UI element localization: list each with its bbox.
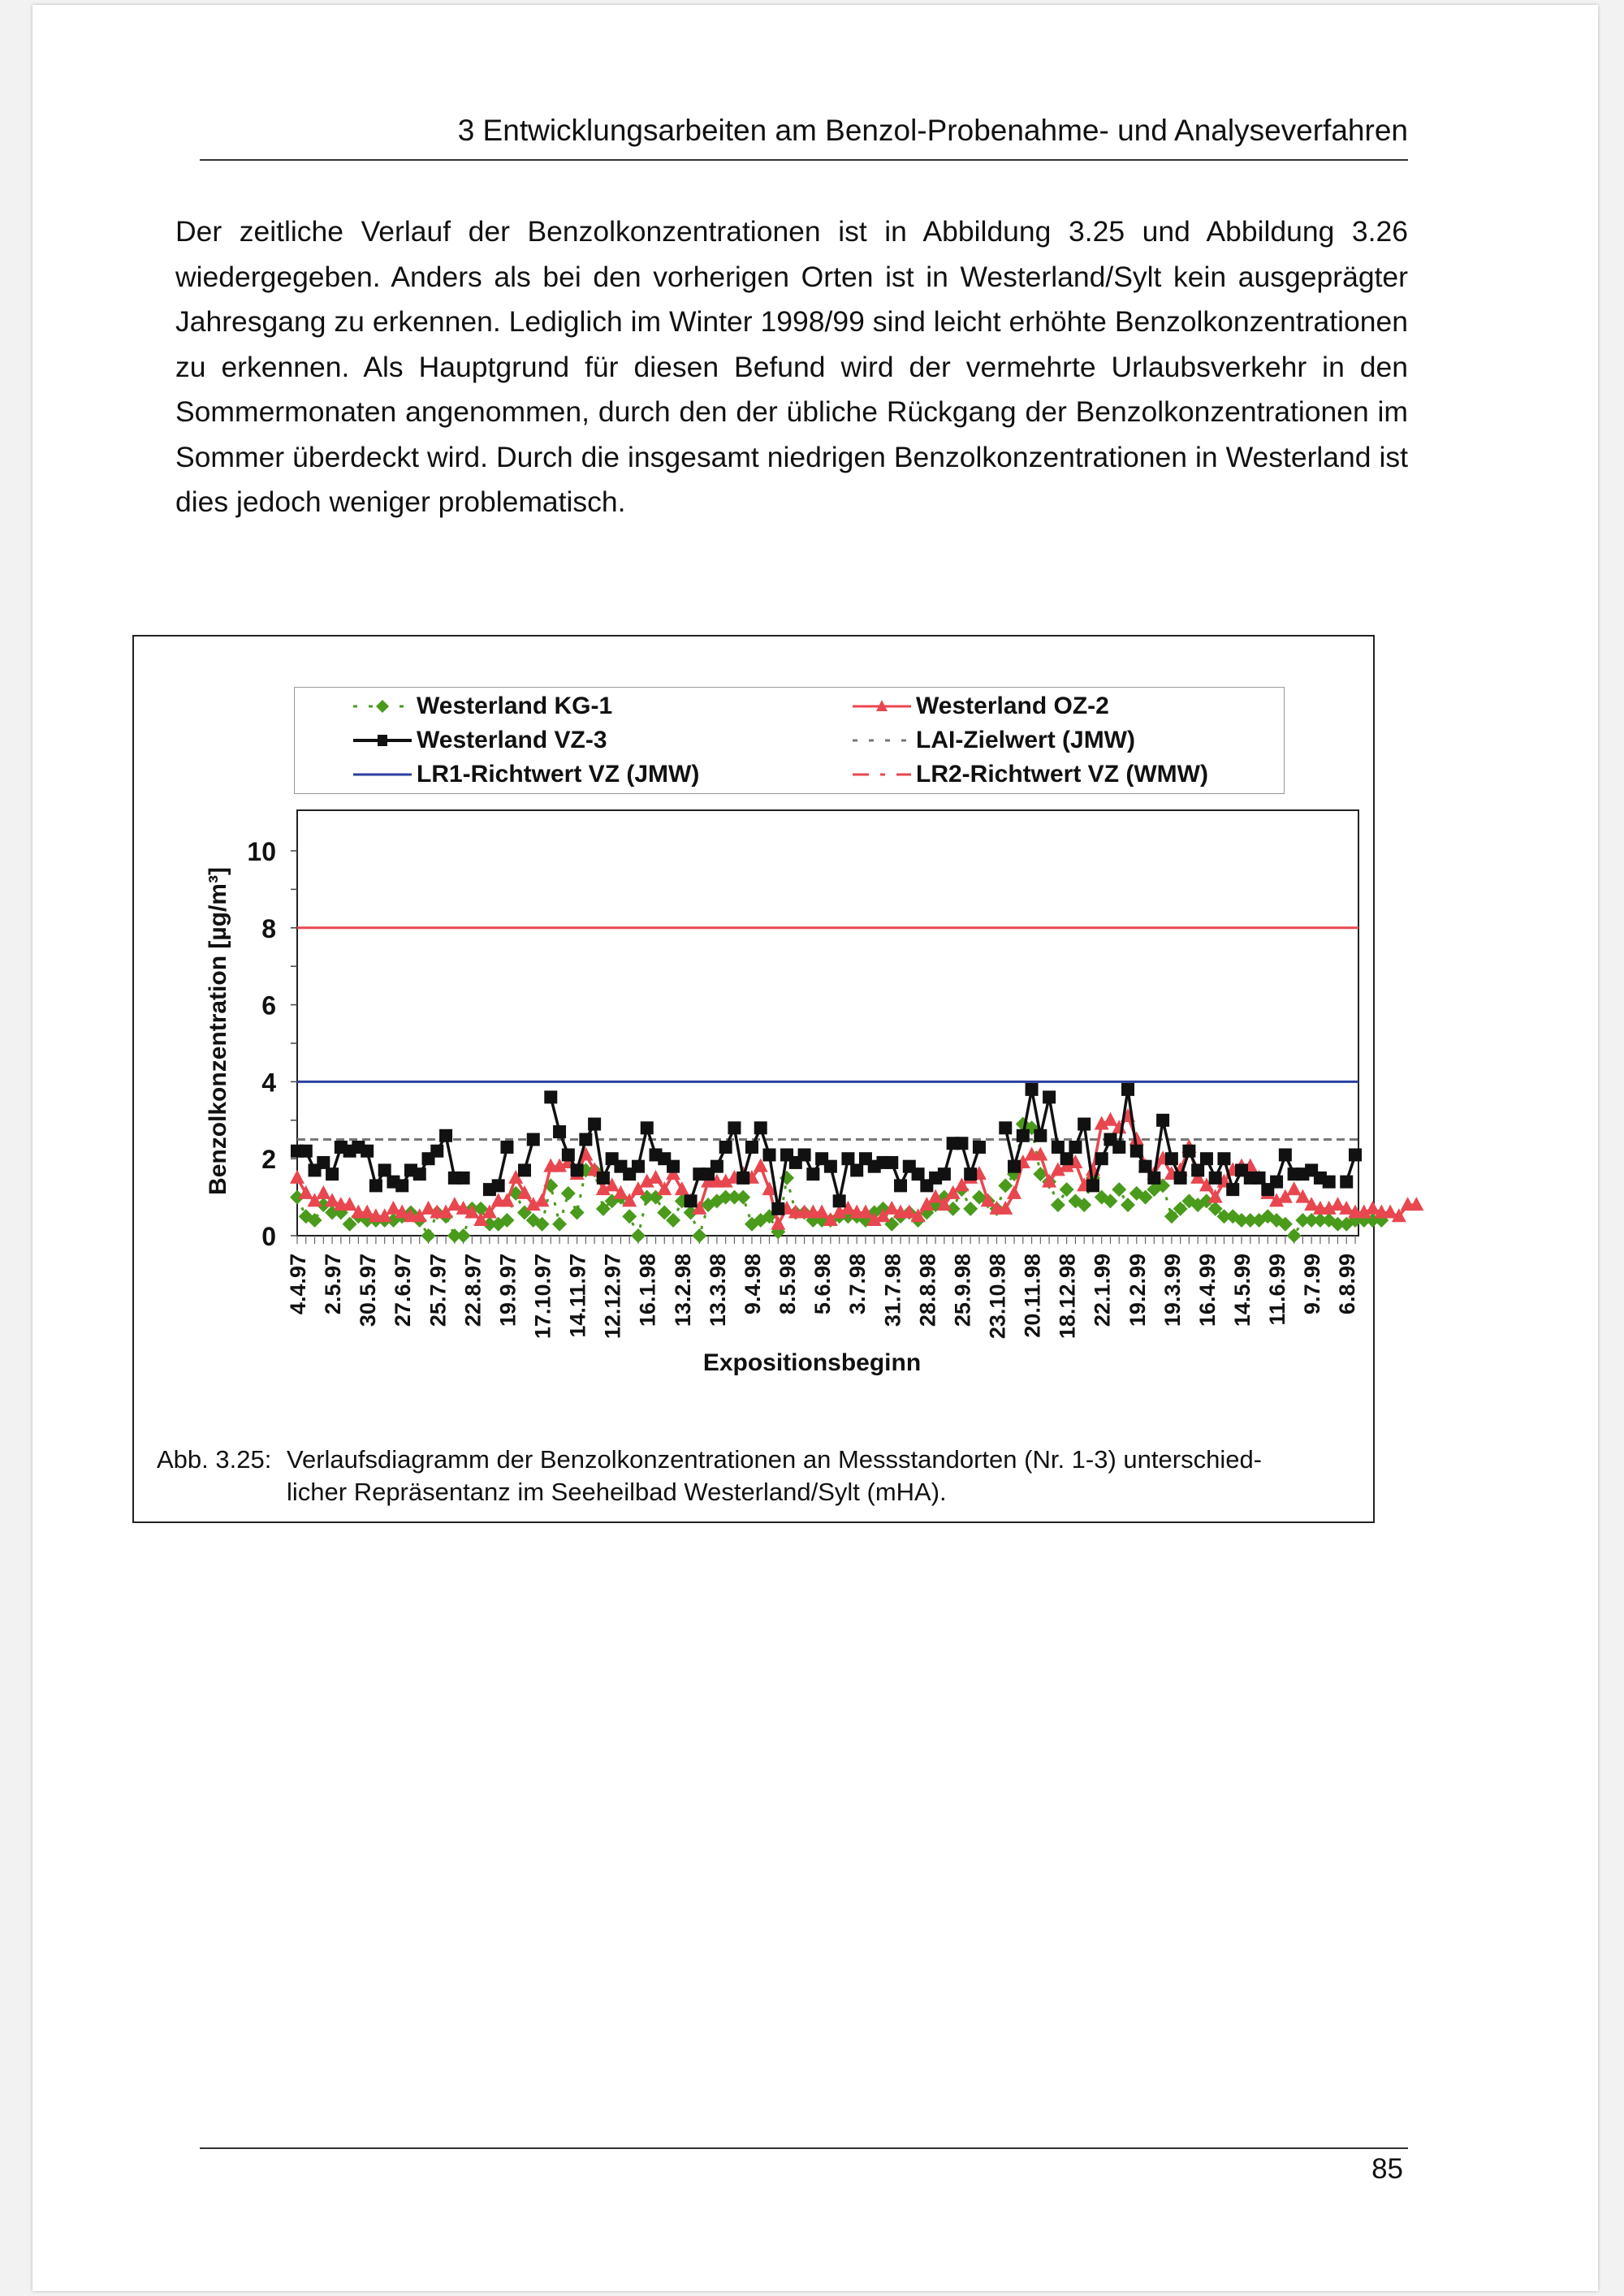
y-tick-label: 8 [261,913,276,943]
square-marker [685,1194,698,1207]
y-tick-label: 10 [247,837,276,866]
square-marker [1279,1148,1292,1161]
square-marker [300,1145,313,1158]
square-marker [1069,1141,1082,1154]
x-tick-label: 16.4.99 [1194,1254,1220,1327]
square-marker [395,1179,408,1192]
x-tick-label: 31.7.98 [880,1254,905,1327]
x-tick-label: 14.11.97 [565,1254,590,1338]
x-tick-label: 17.10.97 [530,1254,555,1340]
square-marker [1217,1152,1230,1165]
square-marker [894,1179,907,1192]
x-tick-label: 13.3.98 [705,1254,730,1327]
square-marker [771,1202,784,1215]
square-marker [317,1156,330,1169]
x-tick-label: 27.6.97 [391,1254,416,1327]
square-marker [1034,1129,1047,1142]
square-marker [632,1160,645,1173]
square-marker [492,1179,505,1192]
x-tick-label: 22.1.99 [1090,1254,1115,1327]
red-triangle-line-icon [851,697,913,716]
x-tick-label: 3.7.98 [845,1254,870,1315]
square-marker [999,1121,1012,1134]
x-tick-label: 4.4.97 [286,1254,310,1315]
x-tick-label: 19.9.97 [495,1254,520,1327]
square-marker [1226,1183,1239,1196]
square-marker [641,1121,654,1134]
x-tick-label: 11.6.99 [1265,1254,1290,1326]
square-marker [719,1141,732,1154]
square-marker [850,1163,863,1176]
square-marker [1147,1172,1160,1185]
x-axis-label: Expositionsbeginn [702,1349,922,1376]
x-tick-label: 28.8.98 [915,1254,940,1327]
square-marker [754,1121,767,1134]
square-marker [833,1194,846,1207]
square-marker [518,1163,531,1176]
square-marker [841,1152,854,1165]
legend-label: Westerland VZ-3 [417,727,607,753]
square-marker [544,1090,557,1103]
square-marker [1174,1172,1187,1185]
square-marker [361,1145,374,1158]
x-tick-label: 13.2.98 [670,1254,695,1327]
red-dashdot-line-icon [851,765,913,784]
square-marker [1182,1145,1195,1158]
footer-rule [200,2147,1408,2149]
running-header: 3 Entwicklungsarbeiten am Benzol-Probenahme- und Analyseverfahren [457,114,1408,147]
square-marker [1130,1145,1143,1158]
square-marker [1156,1114,1169,1127]
square-marker [973,1141,986,1154]
legend-label: Westerland OZ-2 [916,693,1109,719]
square-marker [1060,1152,1073,1165]
x-tick-label: 18.12.98 [1055,1254,1080,1340]
square-marker [806,1167,819,1180]
square-marker [1086,1179,1099,1192]
blue-line-icon [352,765,413,784]
y-tick-label: 6 [261,990,276,1021]
x-tick-label: 9.4.98 [740,1254,765,1315]
x-tick-label: 30.5.97 [356,1254,381,1327]
x-tick-label: 6.8.99 [1335,1254,1360,1315]
x-tick-label: 19.2.99 [1125,1254,1150,1327]
gray-dashed-line-icon [851,731,913,750]
square-marker [1349,1148,1362,1161]
square-marker [938,1167,951,1180]
square-marker [728,1121,741,1134]
x-tick-label: 19.3.99 [1160,1254,1185,1327]
square-marker [1026,1083,1039,1096]
square-marker [553,1125,566,1138]
square-marker [1043,1090,1056,1103]
x-tick-label: 14.5.99 [1230,1254,1255,1327]
legend-item-vz3 [352,727,607,754]
square-marker [1112,1141,1125,1154]
square-marker [1200,1152,1213,1165]
caption-line-1: Verlaufsdiagramm der Benzolkonzentrationen an Messstandorten (Nr. 1-3) unterschied- [287,1445,1263,1474]
chart-legend [294,687,1285,794]
square-marker [588,1118,601,1131]
square-marker [964,1167,977,1180]
y-tick-label: 4 [261,1068,276,1098]
square-marker [1017,1129,1030,1142]
square-marker [1165,1152,1178,1165]
legend-item-lr1 [352,761,699,788]
caption-line-2: licher Repräsentanz im Seeheilbad Westerland/Sylt (mHA). [287,1478,947,1506]
square-marker [736,1172,749,1185]
square-marker [369,1179,382,1192]
legend-label: LR1-Richtwert VZ (JMW) [417,761,700,788]
square-marker [1095,1152,1108,1165]
black-square-line-icon [352,731,413,750]
square-marker [326,1167,339,1180]
x-tick-label: 12.12.97 [600,1254,625,1340]
legend-label: LAI-Zielwert (JMW) [916,727,1135,753]
y-tick-label: 0 [261,1222,276,1251]
x-tick-label: 5.6.98 [810,1254,836,1315]
y-axis-label: Benzolkonzentration [µg/m³] [205,867,231,1195]
x-tick-label: 9.7.99 [1300,1254,1325,1315]
square-marker [413,1167,426,1180]
square-marker [579,1133,592,1146]
x-tick-label: 22.8.97 [460,1254,486,1327]
square-marker [1191,1163,1204,1176]
square-marker [710,1160,723,1173]
y-tick-label: 2 [261,1145,276,1175]
square-marker [885,1156,898,1169]
x-tick-label: 23.10.98 [985,1254,1010,1340]
square-marker [597,1172,610,1185]
square-marker [1078,1118,1091,1131]
x-tick-label: 25.9.98 [950,1254,975,1327]
square-marker [430,1145,443,1158]
square-marker [763,1148,776,1161]
square-marker [1340,1176,1353,1189]
x-tick-label: 20.11.98 [1020,1254,1045,1338]
square-marker [439,1129,452,1142]
x-tick-label: 25.7.97 [425,1254,451,1327]
square-marker [798,1148,811,1161]
x-tick-label: 8.5.98 [775,1254,801,1315]
green-diamond-dotted-icon [352,697,413,716]
x-tick-label: 16.1.98 [635,1254,660,1327]
figure-caption [157,1444,1375,1508]
square-marker [1008,1160,1021,1173]
square-marker [745,1141,758,1154]
legend-item-kg1 [352,693,612,720]
square-marker [571,1163,584,1176]
square-marker [955,1137,968,1150]
square-marker [1209,1172,1222,1185]
square-marker [378,1163,391,1176]
paragraph-text: Der zeitliche Verlauf der Benzolkonzentrationen ist in Abbildung 3.25 und Abbildung 3.26 wiedergegeben. Anders als bei den vorherigen Orten ist in Westerland/Sylt kein ausgeprägter Jahresgang zu erkennen. Lediglich im Winter 1998/99 sind leicht erhöhte Benzolkonzentrationen zu erkennen. Als Hauptgrund für diesen Befund wird der vermehrte Urlaubsverkehr in den Sommermonaten angenommen, durch den der übliche Rückgang der Benzolkonzentrationen im Sommer überdeckt wird. Durch die insgesamt niedrigen Benzolkonzentrationen in Westerland ist dies jedoch weniger problematisch. [175,215,1408,518]
x-tick-label: 2.5.97 [321,1254,346,1315]
square-marker [667,1160,680,1173]
square-marker [527,1133,540,1146]
square-marker [457,1172,470,1185]
legend-label: LR2-Richtwert VZ (WMW) [916,761,1208,788]
square-marker [1139,1160,1152,1173]
caption-label: Abb. 3.25: [157,1445,272,1474]
square-marker [562,1148,575,1161]
square-marker [1052,1141,1065,1154]
square-marker [500,1141,513,1154]
square-marker [912,1167,925,1180]
square-marker [1253,1172,1266,1185]
square-marker [824,1160,837,1173]
square-marker [1270,1176,1283,1189]
page-number: 85 [1371,2153,1403,2185]
square-marker [1121,1083,1134,1096]
legend-item-oz2 [851,693,1109,720]
legend-item-lr2 [851,761,1208,788]
legend-item-lai [851,727,1135,754]
square-marker [1323,1176,1336,1189]
legend-label: Westerland KG-1 [417,693,613,719]
